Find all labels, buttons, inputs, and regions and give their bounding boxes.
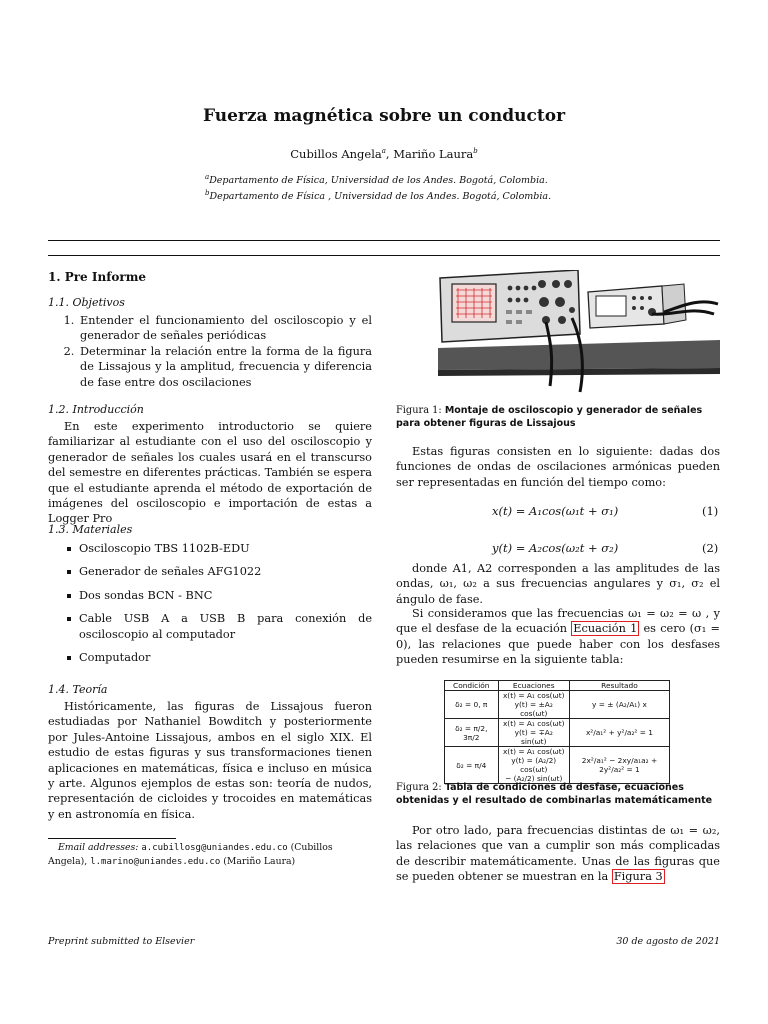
email-1-owner: (Cubillos Angela), [48, 842, 333, 867]
subsection-introduccion: 1.2. Introducción [48, 403, 144, 416]
paragraph-frequencies [396, 606, 720, 668]
table-header-row [445, 681, 670, 691]
footnote-rule [48, 838, 176, 839]
materials-list [48, 541, 372, 673]
paragraph-other-frequencies [396, 823, 720, 885]
equation-2-number: (2) [702, 541, 719, 555]
author-separator: , Mariño Laura [385, 147, 474, 161]
equation-line: − (A₂/2) sin(ωt) [505, 774, 563, 783]
table-cell-result: y = ± (A₂/A₁) x [569, 691, 669, 719]
author-b-sup: b [473, 147, 478, 156]
author-line [0, 147, 768, 161]
figure-3-reference-link[interactable]: Figura 3 [613, 870, 663, 884]
equation-line: x(t) = A₁ cos(ωt) [502, 747, 565, 756]
table-row [445, 747, 670, 784]
material-item: Generador de señales AFG1022 [48, 564, 372, 579]
objectives-list [48, 313, 372, 390]
equation-1-number: (1) [702, 504, 719, 518]
table-cell-equations [498, 719, 569, 747]
figure-1-caption [396, 404, 720, 430]
figure-2-caption [396, 781, 720, 807]
figure-2-caption-text: Tabla de condiciones de desfase, ecuaciones obtenidas y el resultado de combinarlas matemáticamente [396, 782, 713, 806]
affiliation-a [205, 171, 551, 187]
equation-line: y(t) = ∓A₂ sin(ωt) [514, 728, 553, 746]
author-a-sup: a [381, 147, 386, 156]
affil-a-text: Departamento de Física, Universidad de los Andes. Bogotá, Colombia. [209, 175, 548, 187]
paragraph-other-frequencies-text: Por otro lado, para frecuencias distintas de ω₁ = ω₂, las relaciones que van a cumplir son más complicadas de describir matemáticamente. Unas de las figuras que se pueden obtener se muestran en la [396, 824, 720, 884]
objective-item: 2. Determinar la relación entre la forma de la figura de Lissajous y la amplitud, frecuencia y diferencia de fase entre dos oscilaciones [78, 344, 372, 390]
objective-item: 1. Entender el funcionamiento del osciloscopio y el generador de señales periódicas [78, 313, 372, 344]
affiliation-b [205, 187, 551, 203]
table-cell-condition: δ₂ = π/2, 3π/2 [445, 719, 499, 747]
second-rule [48, 255, 720, 256]
figure-1-caption-text: Montaje de osciloscopio y generador de señales para obtener figuras de Lissajous [396, 405, 703, 429]
equation-2: y(t) = A₂cos(ω₂t + σ₂) [492, 541, 619, 555]
table-header-condicion: Condición [445, 681, 499, 691]
affil-a-sup: a [205, 173, 210, 181]
table-header-ecuaciones: Ecuaciones [498, 681, 569, 691]
material-item: Cable USB A a USB B para conexión de osciloscopio al computador [48, 611, 372, 642]
table-cell-equations [498, 747, 569, 784]
top-rule [48, 240, 720, 241]
table-cell-condition: δ₂ = 0, π [445, 691, 499, 719]
material-item: Osciloscopio TBS 1102B-EDU [48, 541, 372, 556]
paragraph-frequencies-text-b: es cero (σ₁ = 0), las relaciones que puede haber con los desfases pueden resumirse en la siguiente tabla: [396, 622, 720, 667]
equation-1-reference-link[interactable]: Ecuación 1 [573, 622, 638, 636]
subsection-materiales: 1.3. Materiales [48, 523, 133, 536]
email-2-owner: (Mariño Laura) [220, 856, 296, 867]
equation-line: x(t) = A₁ cos(ωt) [502, 719, 565, 728]
paragraph-frequencies-text-a: Si consideramos que las frecuencias ω₁ = ω₂ = ω , y que el desfase de la ecuación [396, 607, 720, 636]
section-heading-pre-informe: 1. Pre Informe [48, 270, 147, 284]
footnote-emails [48, 841, 374, 869]
table-cell-result: x²/a₁² + y²/a₂² = 1 [569, 719, 669, 747]
footer-date: 30 de agosto de 2021 [616, 936, 720, 947]
equation-line: y(t) = ±A₂ cos(ωt) [514, 700, 553, 718]
paper-title: Fuerza magnética sobre un conductor [202, 106, 566, 126]
affil-b-sup: b [205, 189, 210, 198]
table-cell-equations [498, 691, 569, 719]
affil-b-text: Departamento de Física , Universidad de los Andes. Bogotá, Colombia. [209, 191, 552, 203]
figure-2-table [444, 680, 670, 784]
theory-paragraph: Históricamente, las figuras de Lissajous fueron estudiadas por Nathaniel Bowditch y posteriormente por Jules-Antoine Lissajous, ambos en el siglo XIX. El estudio de estas figuras y sus transformaciones tienen aplicaciones en matemáticas, física e incluso en música y arte. Algunos ejemplos de estas son: teoría de nudos, representación de cicloides y trocoides en matemáticas y en astronomía en física. [48, 700, 372, 821]
table-row [445, 691, 670, 719]
paragraph-amplitudes: donde A1, A2 corresponden a las amplitudes de las ondas, ω₁, ω₂ a sus frecuencias angulares y σ₁, σ₂ el ángulo de fase. [396, 562, 720, 606]
equation-1: x(t) = A₁cos(ω₁t + σ₁) [492, 504, 619, 518]
figure-1-image [438, 270, 720, 398]
table-cell-condition: δ₂ = π/4 [445, 747, 499, 784]
email-link-2[interactable]: l.marino@uniandes.edu.co [90, 857, 221, 867]
table-header-resultado: Resultado [569, 681, 669, 691]
paragraph-waves: Estas figuras consisten en lo siguiente: dadas dos funciones de ondas de oscilaciones armónicas pueden ser representadas en función del tiempo como: [396, 445, 720, 489]
author-angela: Cubillos Angela [290, 147, 382, 161]
equation-line: x(t) = A₁ cos(ωt) [502, 691, 565, 700]
subsection-teoria: 1.4. Teoría [48, 683, 108, 696]
footnote-label: Email addresses: [58, 842, 139, 853]
table-cell-result: 2x²/a₁² − 2xy/a₁a₂ + 2y²/a₂² = 1 [569, 747, 669, 784]
footer-preprint: Preprint submitted to Elsevier [48, 936, 195, 947]
intro-paragraph: En este experimento introductorio se quiere familiarizar al estudiante con el uso del osciloscopio y generador de señales los cuales usará en el transcurso del semestre en diferentes prácticas. También se espera que el estudiante aprenda el método de exportación de imágenes del osciloscopio e importación de estas a Logger Pro [48, 420, 372, 526]
email-link-1[interactable]: a.cubillosg@uniandes.edu.co [141, 843, 288, 853]
subsection-objetivos: 1.1. Objetivos [48, 296, 125, 309]
figure-1-label: Figura 1: [396, 405, 445, 416]
figure-2-label: Figura 2: [396, 782, 445, 793]
material-item: Computador [48, 650, 372, 665]
equation-line: y(t) = (A₂/2) cos(ωt) [511, 756, 557, 774]
affiliations [205, 171, 551, 203]
material-item: Dos sondas BCN - BNC [48, 588, 372, 603]
table-row [445, 719, 670, 747]
